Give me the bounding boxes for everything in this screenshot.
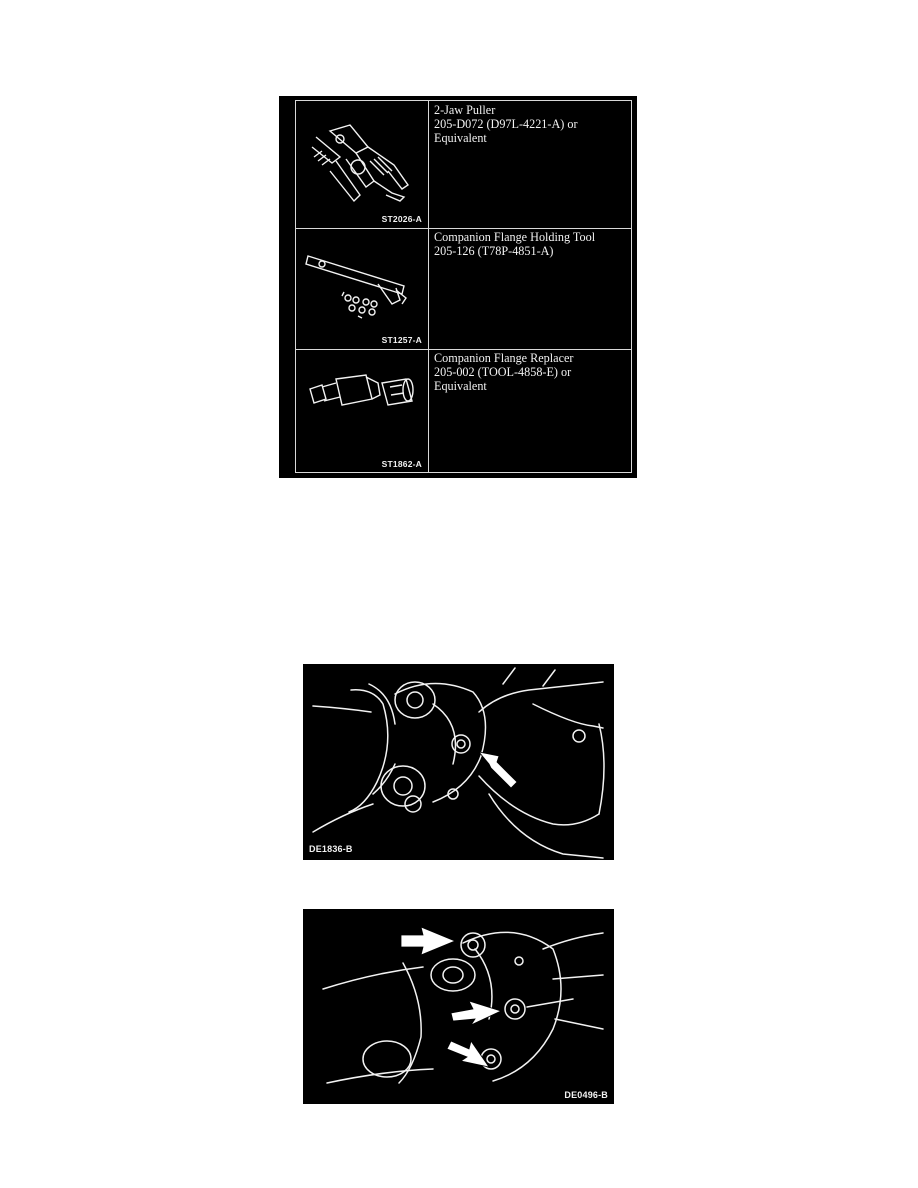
tool-illustration-id: ST2026-A [381,214,422,224]
figure-illustration-id: DE0496-B [564,1090,608,1100]
special-tools-table [279,96,637,478]
figure-illustration-id: DE1836-B [309,844,353,854]
tool-part-number: 205-002 (TOOL-4858-E) or [434,365,572,379]
companion-flange-holding-tool-icon [296,228,429,349]
tool-illustration-id: ST1257-A [381,335,422,345]
two-jaw-puller-icon [296,101,429,228]
companion-flange-replacer-icon [296,349,429,473]
tool-part-number: 205-D072 (D97L-4221-A) or [434,117,578,131]
tool-note: Equivalent [434,379,487,393]
tool-name: Companion Flange Replacer [434,351,574,365]
tool-name: Companion Flange Holding Tool [434,230,596,244]
tool-row-two-jaw-puller [296,101,631,229]
driveshaft-flange-bolts-illustration [303,909,614,1104]
tool-description [434,351,627,393]
tool-row-companion-flange-replacer [296,349,631,473]
tool-illustration-id: ST1862-A [381,459,422,469]
tool-description [434,230,627,258]
tool-part-number: 205-126 (T78P-4851-A) [434,244,554,258]
tool-row-companion-flange-holding-tool [296,228,631,350]
tool-note: Equivalent [434,131,487,145]
tool-description [434,103,627,145]
driveshaft-flange-index-mark-illustration [303,664,614,860]
tool-name: 2-Jaw Puller [434,103,496,117]
special-tools-grid [295,100,632,473]
